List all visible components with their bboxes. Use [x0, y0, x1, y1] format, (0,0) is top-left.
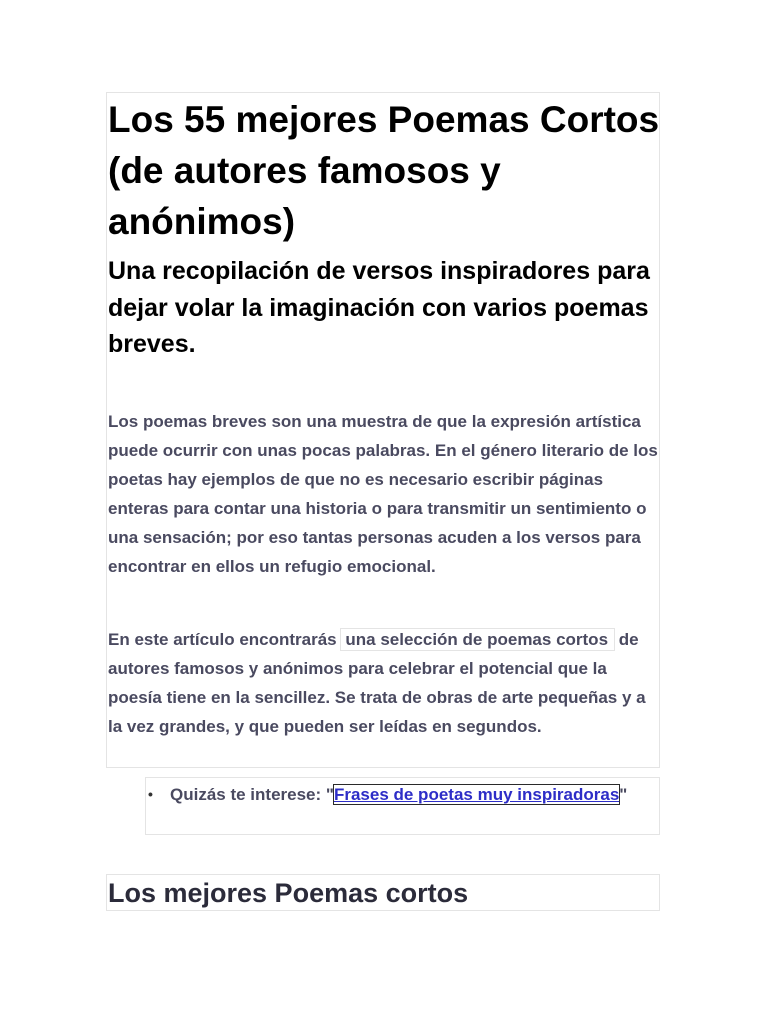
second-paragraph [108, 625, 663, 741]
poems-selection-link[interactable]: una selección de poemas cortos [341, 629, 614, 650]
second-paragraph-text-before: En este artículo encontrarás [108, 630, 342, 649]
section-heading: Los mejores Poemas cortos [108, 878, 469, 908]
related-article-item [148, 780, 653, 809]
article-title: Los 55 mejores Poemas Cortos (de autores famosos y anónimos) [108, 99, 660, 242]
related-suffix: " [619, 785, 628, 804]
article-subtitle: Una recopilación de versos inspiradores para dejar volar la imaginación con varios poemas breves. [108, 257, 650, 358]
intro-paragraph: Los poemas breves son una muestra de que la expresión artística puede ocurrir con unas pocas palabras. En el género literario de los poetas hay ejemplos de que no es necesario escribir páginas enteras para contar una historia o para transmitir un sentimiento o una sensación; por eso tantas personas acuden a los versos para encontrar en ellos un refugio emocional. [108, 412, 658, 576]
bullet-icon: • [148, 786, 153, 802]
related-article-link[interactable]: Frases de poetas muy inspiradoras [333, 785, 620, 804]
second-paragraph-text-after: de autores famosos y anónimos para celebrar el potencial que la poesía tiene en la sencillez. Se trata de obras de arte pequeñas y a la vez grandes, y que pueden ser leídas en segundos. [108, 630, 646, 736]
related-prefix: Quizás te interese: " [170, 785, 334, 804]
